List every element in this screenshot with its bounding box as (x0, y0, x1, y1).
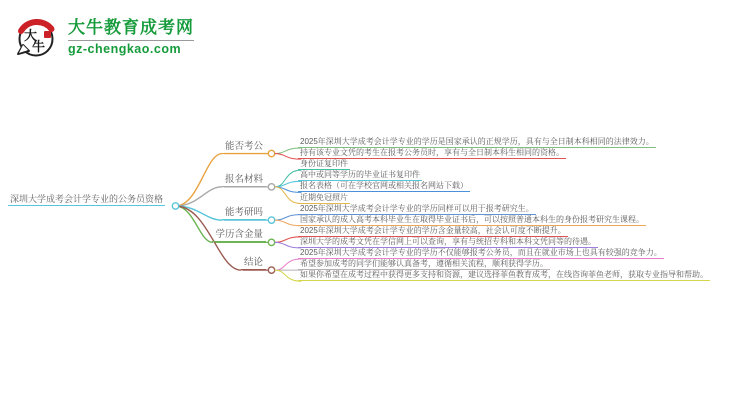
site-title: 大牛教育成考网 (68, 18, 194, 41)
mindmap-leaf-2-4[interactable]: 近期免冠照片 (300, 192, 348, 202)
logo-icon-char-2: 牛 (32, 40, 46, 55)
mindmap-leaf-2-3[interactable]: 报名表格（可在学校官网或相关报名网站下载） (300, 181, 468, 191)
mindmap-leaf-3-2[interactable]: 国家承认的成人高考本科毕业生在取得毕业证书后，可以按照普通本科生的身份报考研究生课程。 (300, 214, 644, 224)
mindmap-leaf-2-1[interactable]: 身份证复印件 (300, 159, 348, 169)
site-domain: gz-chengkao.com (68, 41, 182, 56)
mindmap-branch-2[interactable]: 报名材料 (222, 173, 266, 187)
mindmap-leaf-1-1[interactable]: 2025年深圳大学成考会计学专业的学历是国家承认的正规学历，具有与全日制本科相同的法律效力。 (300, 137, 654, 146)
mindmap-branch-5[interactable]: 结论 (241, 256, 266, 270)
logo-icon-char-1: 大 (24, 29, 38, 44)
mindmap-branch-1[interactable]: 能否考公 (222, 140, 266, 154)
mindmap-leaf-1-2[interactable]: 持有该专业文凭的考生在报考公务员时，享有与全日制本科生相同的资格。 (300, 148, 564, 158)
mindmap-leaf-2-2[interactable]: 高中或同等学历的毕业证书复印件 (300, 170, 420, 180)
mindmap-leaf-5-2[interactable]: 希望参加成考的同学们能够认真备考，遵循相关流程，顺利获得学历。 (300, 259, 548, 269)
mindmap-branch-4[interactable]: 学历含金量 (212, 228, 266, 242)
mindmap-leaf-5-1[interactable]: 2025年深圳大学成考会计学专业的学历不仅能够报考公务员，而且在就业市场上也具有较强的竞争力。 (300, 248, 662, 257)
mindmap-leaf-5-3[interactable]: 如果你希望在成考过程中获得更多支持和资源，建议选择菲鱼教育成考，在线咨询菲鱼老师，获取专业指导和帮助。 (300, 270, 708, 280)
mindmap-branch-3[interactable]: 能考研吗 (222, 206, 266, 220)
mindmap-leaf-3-1[interactable]: 2025年深圳大学成考会计学专业的学历同样可以用于报考研究生。 (300, 203, 534, 213)
mindmap-leaf-4-1[interactable]: 2025年深圳大学成考会计学专业的学历含金量较高，社会认可度不断提升。 (300, 225, 566, 235)
mindmap-root-topic[interactable]: 深圳大学成考会计学专业的公务员资格 (10, 194, 164, 204)
mindmap-leaf-4-2[interactable]: 深圳大学的成考文凭在学信网上可以查询，享有与统招专科和本科文凭同等的待遇。 (300, 236, 596, 246)
